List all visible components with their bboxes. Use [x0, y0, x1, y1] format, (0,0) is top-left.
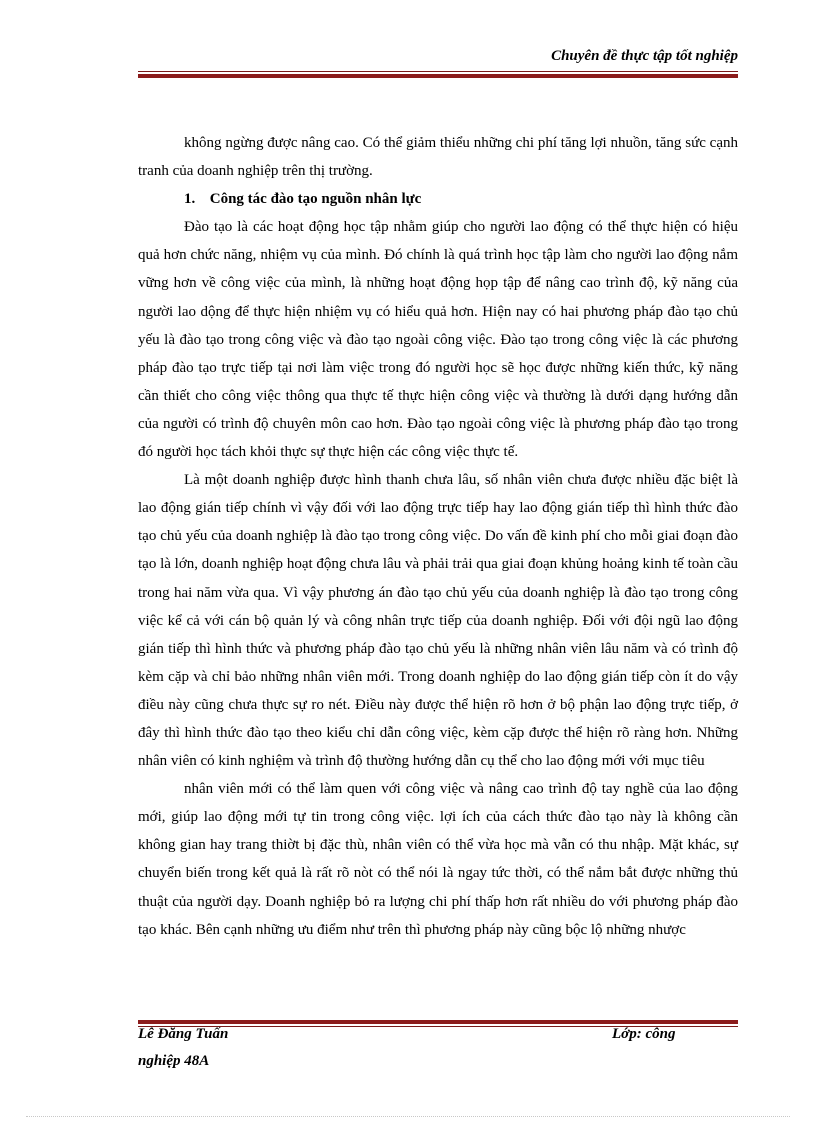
paragraph-training-benefits: nhân viên mới có thể làm quen với công việc và nâng cao trình độ tay nghề của lao động mới, giúp lao động mới tự tin trong công việc. lợi ích của cách thức đào tạo này là không cần không gian hay trang thiờt bị đặc thù, nhân viên có thể vừa học mà vẫn có thu nhập. Mặt khác, sự chuyển biến trong kết quả là rất rõ nòt có thể nói là ngay tức thời, có thể nắm bắt được những thủ thuật của người dạy. Doanh nghiệp bỏ ra lượng chi phí thấp hơn rất nhiều do với phương pháp đào tạo khác. Bên cạnh những ưu điểm như trên thì phương pháp này cũng bộc lộ những nhược [138, 781, 738, 938]
paragraph-training-definition: Đào tạo là các hoạt động học tập nhằm giúp cho người lao động có thể thực hiện có hiệu quả hơn chức năng, nhiệm vụ của mình. Đó chính là quá trình học tập làm cho người lao động nắm vững hơn về công việc của mình, là những hoạt động họp tập để nâng cao trình độ, kỹ năng của người lao dộng để thực hiện nhiệm vụ có hiểu quả hơn. Hiện nay có hai phương pháp đào tạo chủ yếu là đào tạo trong công việc và đào tạo ngoài công việc. Đào tạo trong công việc là các phương pháp đào tạo trực tiếp tại nơi làm việc trong đó người học sẽ học được những kiến thức, kỹ năng cần thiết cho công việc thông qua thực tế thực hiện công việc và thường là dưới dạng hướng dẫn của người có trình độ chuyên môn cao hơn. Đào tạo ngoài công việc là phương pháp đào tạo trong đó người học tách khỏi thực sự thực hiện các công việc thực tế. [138, 219, 738, 461]
header-title: Chuyên đề thực tập tốt nghiệp [551, 48, 738, 64]
header-rule-thick [138, 74, 738, 78]
section-heading-text: Công tác đào tạo nguồn nhân lực [209, 191, 422, 208]
paragraph-enterprise-training: Là một doanh nghiệp được hình thanh chưa lâu, số nhân viên chưa được nhiều đặc biệt là lao động gián tiếp chính vì vậy đối với lao động trực tiếp hay lao động gián tiếp thì hình thức đào tạo chủ yếu của doanh nghiệp là đào tạo trong công việc. Do vấn đề kinh phí cho mỗi giai đoạn đào tạo là lớn, doanh nghiệp hoạt động chưa lâu và phải trải qua giai đoạn khủng hoảng kinh tế toàn cầu trong hai năm vừa qua. Vì vậy phương án đào tạo chủ yếu của doanh nghiệp là đào tạo trong công việc kể cả với cán bộ quản lý và công nhân trực tiếp của doanh nghiệp. Đối với đội ngũ lao động gián tiếp thì hình thức và phương pháp đào tạo chủ yếu là những nhân viên lâu năm và có trình độ kèm cặp và chỉ bảo những nhân viên mới. Trong doanh nghiệp do lao động gián tiếp còn ít do vậy điều này cũng chưa thực sự ro nét. Điều này được thể hiện rõ hơn ở bộ phận lao động trực tiếp, ở đây thì hình thức đào tạo theo kiểu chỉ dẫn công việc, kèm cặp được thể hiện rõ ràng hơn. Những nhân viên có kinh nghiệm và trình độ thường hướng dẫn cụ thể cho lao động mới với mục tiêu [138, 472, 738, 770]
section-heading-number: 1. [184, 191, 196, 208]
section-heading [138, 185, 738, 213]
paragraph-intro: không ngừng được nâng cao. Có thể giảm thiểu những chi phí tăng lợi nhuồn, tăng sức cạnh tranh của doanh nghiệp trên thị trường. [138, 135, 738, 180]
page-bottom-dotted-line [26, 1116, 790, 1117]
footer-class-label: Lớp: công [612, 1026, 676, 1042]
document-body [138, 129, 738, 944]
header-rule-thin [138, 71, 738, 72]
footer-rule-thick [138, 1020, 738, 1024]
footer-class-continuation: nghiệp 48A [138, 1053, 210, 1069]
footer-author: Lê Đăng Tuấn [138, 1026, 229, 1042]
